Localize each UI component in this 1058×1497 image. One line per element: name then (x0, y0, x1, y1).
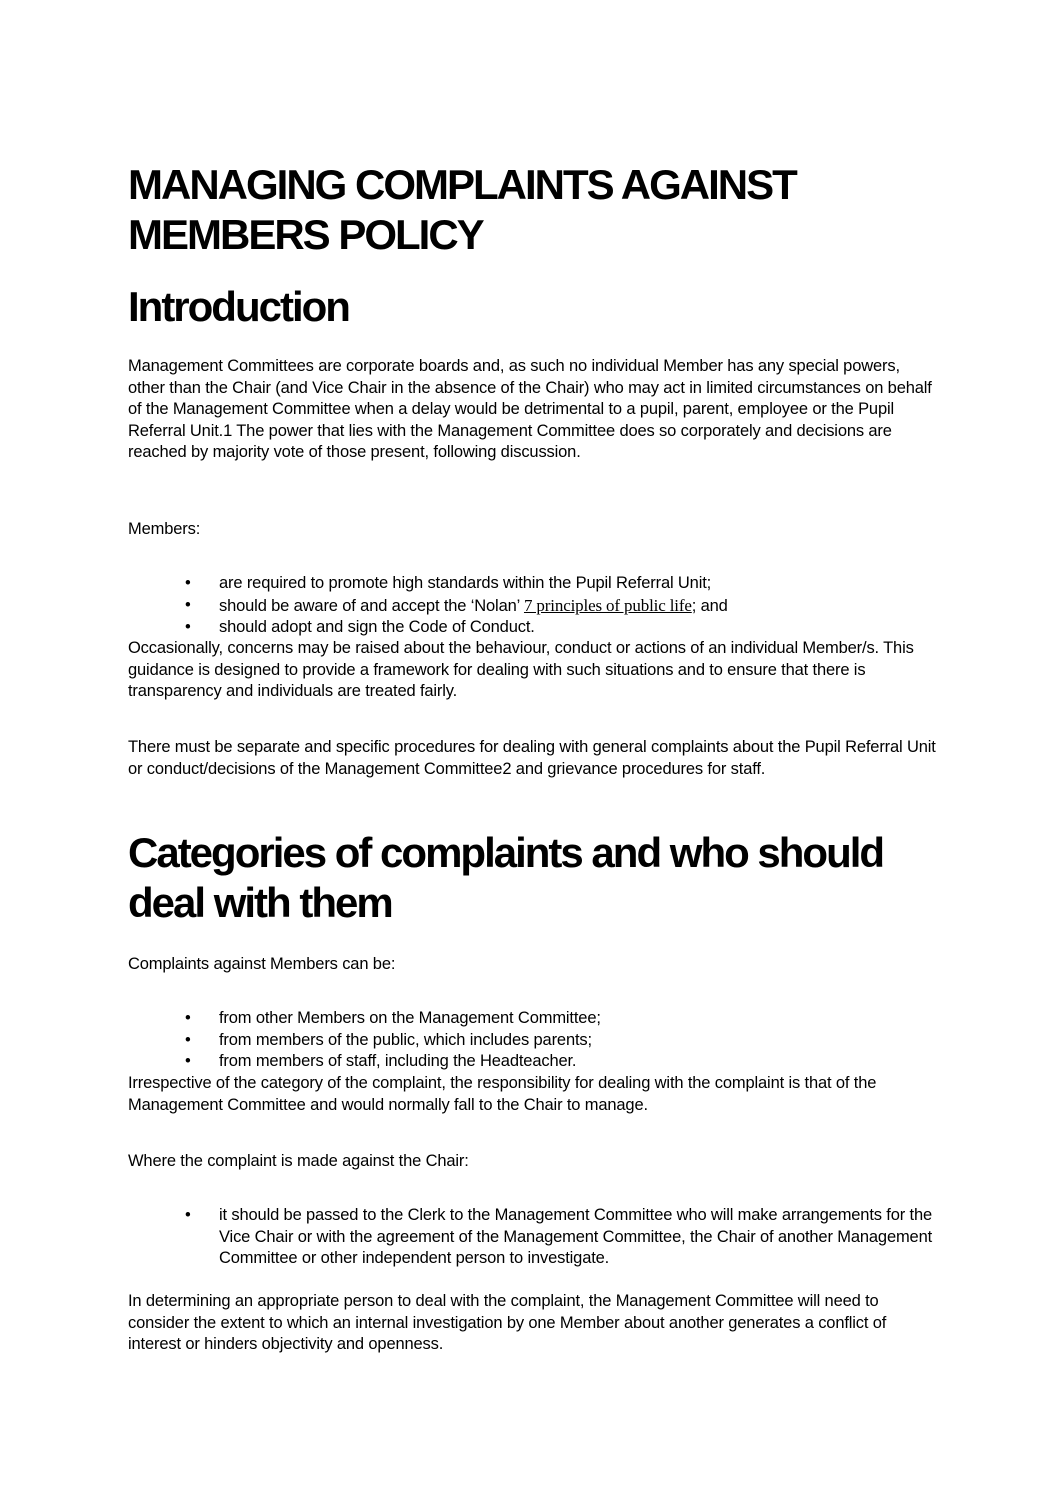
bullet-icon: • (185, 574, 191, 592)
section-heading-introduction: Introduction (128, 283, 349, 330)
list-item-text: from members of the public, which includes parents; (219, 1030, 592, 1049)
list-item-text: it should be passed to the Clerk to the Management Committee who will make arrangements for the Vice Chair or with the agreement of the Management Committee, the Chair of another Management Committee or other independent person to investigate. (219, 1206, 933, 1268)
list-item-text: should be aware of and accept the ‘Nolan’ (219, 596, 524, 615)
list-item-text: should adopt and sign the Code of Conduct. (219, 618, 535, 637)
members-label: Members: (128, 520, 201, 538)
categories-intro: Complaints against Members can be: (128, 955, 396, 973)
list-item-text: are required to promote high standards within the Pupil Referral Unit; (219, 574, 712, 592)
members-bullet-list (128, 573, 938, 639)
nolan-principles-link[interactable]: 7 principles of public life (523, 595, 692, 615)
intro-paragraph-3: There must be separate and specific procedures for dealing with general complaints about the Pupil Referral Unit or conduct/decisions of the Management Committee2 and grievance procedures for staff. (128, 738, 936, 778)
categories-paragraph-2: In determining an appropriate person to deal with the complaint, the Management Committee will need to consider the extent to which an internal investigation by one Member about another generates a conflict of interest or hinders objectivity and openness. (128, 1292, 887, 1354)
bullet-icon: • (185, 1009, 191, 1027)
intro-paragraph-2: Occasionally, concerns may be raised about the behaviour, conduct or actions of an individual Member/s. This guidance is designed to provide a framework for dealing with such situations and to ensure that there is transparency and individuals are treated fairly. (128, 639, 914, 701)
list-item (128, 1030, 938, 1052)
list-item-text: from members of staff, including the Headteacher. (219, 1052, 577, 1071)
list-item-text-suffix: ; and (691, 596, 728, 615)
list-item (128, 617, 938, 639)
chair-complaint-label: Where the complaint is made against the Chair: (128, 1152, 469, 1170)
list-item (128, 595, 938, 618)
categories-paragraph-1: Irrespective of the category of the complaint, the responsibility for dealing with the complaint is that of the Management Committee and would normally fall to the Chair to manage. (128, 1074, 877, 1114)
section-heading-categories: Categories of complaints and who should deal with them (128, 829, 884, 926)
bullet-icon: • (185, 1030, 191, 1049)
bullet-icon: • (185, 1206, 191, 1224)
bullet-icon: • (185, 618, 191, 637)
list-item (128, 1205, 939, 1270)
list-item (128, 1008, 938, 1030)
document-title: MANAGING COMPLAINTS AGAINST MEMBERS POLICY (128, 161, 796, 258)
list-item (128, 573, 938, 595)
list-item (128, 1051, 938, 1073)
chair-bullet-list (128, 1205, 938, 1270)
bullet-icon: • (185, 595, 191, 614)
bullet-icon: • (185, 1052, 191, 1071)
list-item-text: from other Members on the Management Committee; (219, 1009, 601, 1027)
categories-bullet-list (128, 1008, 938, 1073)
intro-paragraph-1: Management Committees are corporate boards and, as such no individual Member has any special powers, other than the Chair (and Vice Chair in the absence of the Chair) who may act in limited circumstances on behalf of the Management Committee when a delay would be detrimental to a pupil, parent, employee or the Pupil Referral Unit.1 The power that lies with the Management Committee does so corporately and decisions are reached by majority vote of those present, following discussion. (128, 357, 932, 462)
